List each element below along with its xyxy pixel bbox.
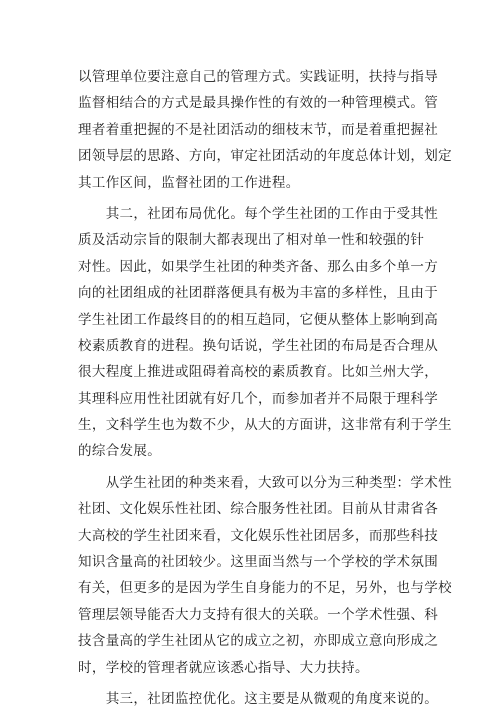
text-line: 团领导层的思路、方向，审定社团活动的年度总体计划，划定 <box>78 148 452 165</box>
text-line: 其工作区间，监督社团的工作进程。 <box>78 174 300 191</box>
text-line: 校素质教育的进程。换句话说，学生社团的布局是否合理从 <box>78 337 439 354</box>
text-line: 监督相结合的方式是最具操作性的有效的一种管理模式。管 <box>78 95 439 112</box>
text-line: 技含量高的学生社团从它的成立之初，亦即成立意向形成之 <box>78 633 439 650</box>
text-line: 其二，社团布局优化。每个学生社团的工作由于受其性 <box>78 205 439 222</box>
text-line: 管理层领导能否大力支持有很大的关联。一个学术性强、科 <box>78 606 439 623</box>
paragraph-management-method <box>78 64 452 196</box>
text-line: 向的社团组成的社团群落便具有极为丰富的多样性，且由于 <box>78 285 439 302</box>
text-line: 的综合发展。 <box>78 443 162 460</box>
text-line: 对性。因此，如果学生社团的种类齐备、那么由多个单一方 <box>78 258 439 275</box>
text-line: 很大程度上推进或阻碍着高校的素质教育。比如兰州大学， <box>78 364 439 381</box>
text-line: 以管理单位要注意自己的管理方式。实践证明，扶持与指导 <box>78 69 439 85</box>
paragraph-monitoring-optimization <box>78 686 439 712</box>
text-line: 社团、文化娱乐性社团、综合服务性社团。目前从甘肃省各 <box>78 501 439 518</box>
text-line: 其三，社团监控优化。这主要是从微观的角度来说的。 <box>78 690 439 707</box>
text-line: 时，学校的管理者就应该悉心指导、大力扶持。 <box>78 659 369 676</box>
paragraph-layout-optimization <box>78 201 452 465</box>
text-line: 知识含量高的社团较少。这里面当然与一个学校的学术氛围 <box>78 554 439 571</box>
document-page <box>78 64 452 712</box>
text-line: 质及活动宗旨的限制大都表现出了相对单一性和较强的针 <box>78 232 425 249</box>
text-line: 从学生社团的种类来看，大致可以分为三种类型：学术性 <box>78 474 452 491</box>
text-line: 学生社团工作最终目的的相互趋同，它便从整体上影响到高 <box>78 311 439 328</box>
paragraph-society-types <box>78 470 452 681</box>
text-line: 其理科应用性社团就有好几个，而参加者并不局限于理科学 <box>78 390 439 407</box>
text-line: 理者着重把握的不是社团活动的细枝末节，而是着重把握社 <box>78 121 439 138</box>
text-line: 有关，但更多的是因为学生自身能力的不足，另外，也与学校 <box>78 580 452 597</box>
text-line: 大高校的学生社团来看，文化娱乐性社团居多，而那些科技 <box>78 527 439 544</box>
text-line: 生，文科学生也为数不少，从大的方面讲，这非常有利于学生 <box>78 417 452 434</box>
